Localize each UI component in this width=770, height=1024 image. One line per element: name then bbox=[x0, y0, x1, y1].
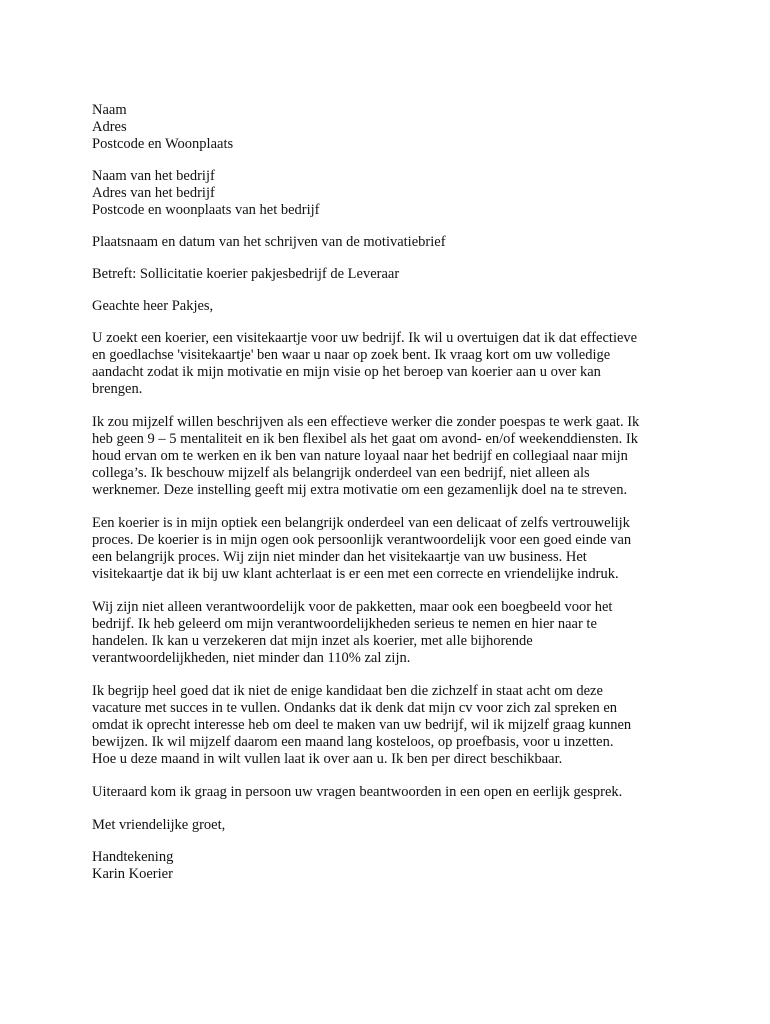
recipient-company-postal-city: Postcode en woonplaats van het bedrijf bbox=[92, 202, 320, 218]
body-paragraph-4: Wij zijn niet alleen verantwoordelijk voor de pakketten, maar ook een boegbeeld voor het bedrijf. Ik heb geleerd om mijn verantwoordelijkheden serieus te nemen en hier naar te handelen. Ik kan u verzekeren dat mijn inzet als koerier, met alle bijhorende verantwoordelijkheden, niet minder dan 110% zal zijn. bbox=[92, 599, 613, 666]
recipient-block bbox=[92, 168, 692, 219]
body-paragraph-3: Een koerier is in mijn optiek een belangrijk onderdeel van een delicaat of zelfs vertrouwelijk proces. De koerier is in mijn ogen ook persoonlijk verantwoordelijk voor een goed einde van een belangrijk proces. Wij zijn niet minder dan het visitekaartje van uw business. Het visitekaartje dat ik bij uw klant achterlaat is er een met een correcte en vriendelijke indruk. bbox=[92, 515, 632, 582]
recipient-company-name: Naam van het bedrijf bbox=[92, 168, 215, 184]
sender-postal-city: Postcode en Woonplaats bbox=[92, 136, 234, 152]
recipient-company-address: Adres van het bedrijf bbox=[92, 185, 215, 201]
sender-name: Naam bbox=[92, 102, 127, 118]
signature-label: Handtekening bbox=[92, 849, 174, 865]
body-paragraph-1: U zoekt een koerier, een visitekaartje voor uw bedrijf. Ik wil u overtuigen dat ik dat effectieve en goedlachse 'visitekaartje' ben waar u naar op zoek bent. Ik vraag kort om uw volledige aandacht zodat ik mijn motivatie en mijn visie op het beroep van koerier aan u over kan brengen. bbox=[92, 330, 638, 397]
letter-page bbox=[92, 102, 692, 898]
sender-block bbox=[92, 102, 692, 153]
sender-address: Adres bbox=[92, 119, 127, 135]
signature-block bbox=[92, 849, 692, 883]
signature-name: Karin Koerier bbox=[92, 866, 173, 882]
body-paragraph-5: Ik begrijp heel goed dat ik niet de enige kandidaat ben die zichzelf in staat acht om deze vacature met succes in te vullen. Ondanks dat ik denk dat mijn cv voor zich zal spreken en omdat ik oprecht interesse heb om deel te maken van uw bedrijf, wil ik mijzelf graag kunnen bewijzen. Ik wil mijzelf daarom een maand lang kosteloos, op proefbasis, voor u inzetten. Hoe u deze maand in wilt vullen laat ik over aan u. Ik ben per direct beschikbaar. bbox=[92, 683, 632, 767]
place-date: Plaatsnaam en datum van het schrijven van de motivatiebrief bbox=[92, 234, 446, 250]
closing: Met vriendelijke groet, bbox=[92, 817, 226, 833]
salutation: Geachte heer Pakjes, bbox=[92, 298, 214, 314]
body-paragraph-2: Ik zou mijzelf willen beschrijven als een effectieve werker die zonder poespas te werk gaat. Ik heb geen 9 – 5 mentaliteit en ik ben flexibel als het gaat om avond- en/of weekenddiensten. Ik houd ervan om te werken en ik ben van nature loyaal naar het bedrijf en collegiaal naar mijn collega’s. Ik beschouw mijzelf als belangrijk onderdeel van een bedrijf, niet alleen als werknemer. Deze instelling geeft mij extra motivatie om een gezamenlijk doel na te streven. bbox=[92, 414, 640, 498]
subject-line: Betreft: Sollicitatie koerier pakjesbedrijf de Leveraar bbox=[92, 266, 400, 282]
body-paragraph-6: Uiteraard kom ik graag in persoon uw vragen beantwoorden in een open en eerlijk gesprek. bbox=[92, 784, 623, 800]
